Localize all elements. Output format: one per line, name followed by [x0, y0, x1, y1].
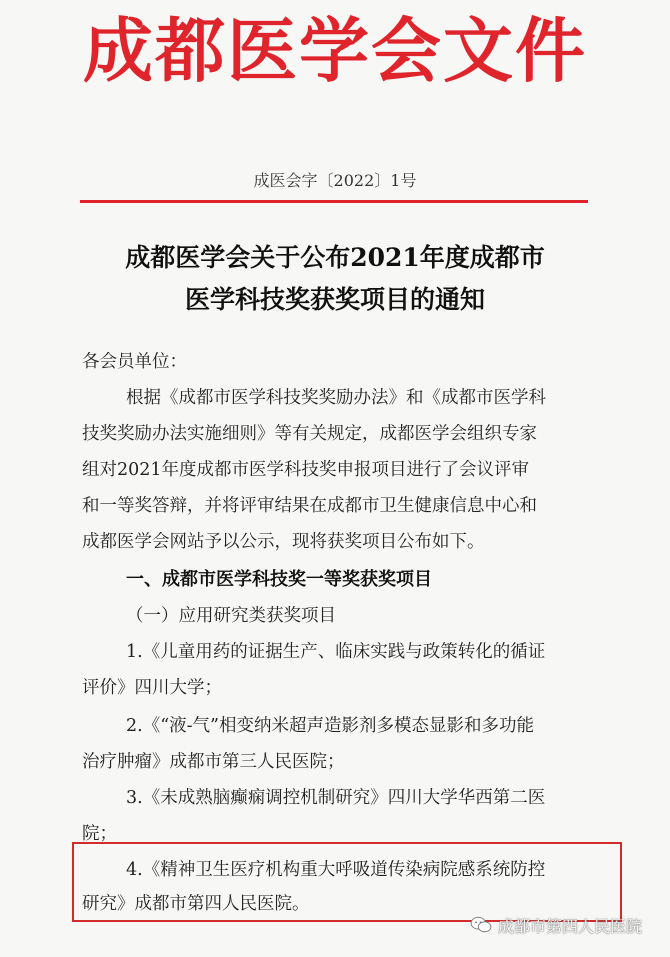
list-item-line: 研究》成都市第四人民医院。: [82, 894, 310, 914]
notice-title-line-2: 医学科技奖获奖项目的通知: [184, 285, 485, 314]
list-item-line: 评价》四川大学；: [82, 678, 222, 698]
list-item-line: 2.《“液-气”相变纳米超声造影剂多模态显影和多功能: [126, 716, 535, 736]
watermark-text: 成都市第四人民医院: [498, 916, 643, 936]
wechat-icon: [470, 916, 492, 934]
notice-title-line-1: 成都医学会关于公布2021年度成都市: [125, 243, 545, 272]
document-number: 成医会字〔2022〕1号: [253, 171, 417, 190]
list-item-line: 1.《儿童用药的证据生产、临床实践与政策转化的循证: [126, 642, 546, 662]
list-item-line: 院；: [82, 824, 117, 844]
salutation: 各会员单位：: [82, 352, 187, 372]
masthead-title: 成都医学会文件: [83, 10, 587, 92]
list-item-line: 3.《未成熟脑癫痫调控机制研究》四川大学华西第二医: [126, 788, 546, 808]
body-line: 组对2021年度成都市医学科技奖申报项目进行了会议评审: [82, 460, 530, 480]
list-item-line: 治疗肿瘤》成都市第三人民医院；: [82, 752, 345, 772]
section-heading: 一、成都市医学科技奖一等奖获奖项目: [126, 569, 432, 590]
list-item-line: 4.《精神卫生医疗机构重大呼吸道传染病院感系统防控: [126, 860, 546, 880]
body-line: 根据《成都市医学科技奖奖励办法》和《成都市医学科: [126, 388, 546, 408]
subsection-heading: （一）应用研究类获奖项目: [126, 606, 336, 626]
body-line: 成都医学会网站予以公示，现将获奖项目公布如下。: [82, 532, 485, 552]
body-line: 和一等奖答辩，并将评审结果在成都市卫生健康信息中心和: [82, 496, 537, 516]
watermark: [470, 910, 660, 940]
body-line: 技奖奖励办法实施细则》等有关规定，成都医学会组织专家: [82, 424, 537, 444]
red-divider: [80, 200, 588, 203]
